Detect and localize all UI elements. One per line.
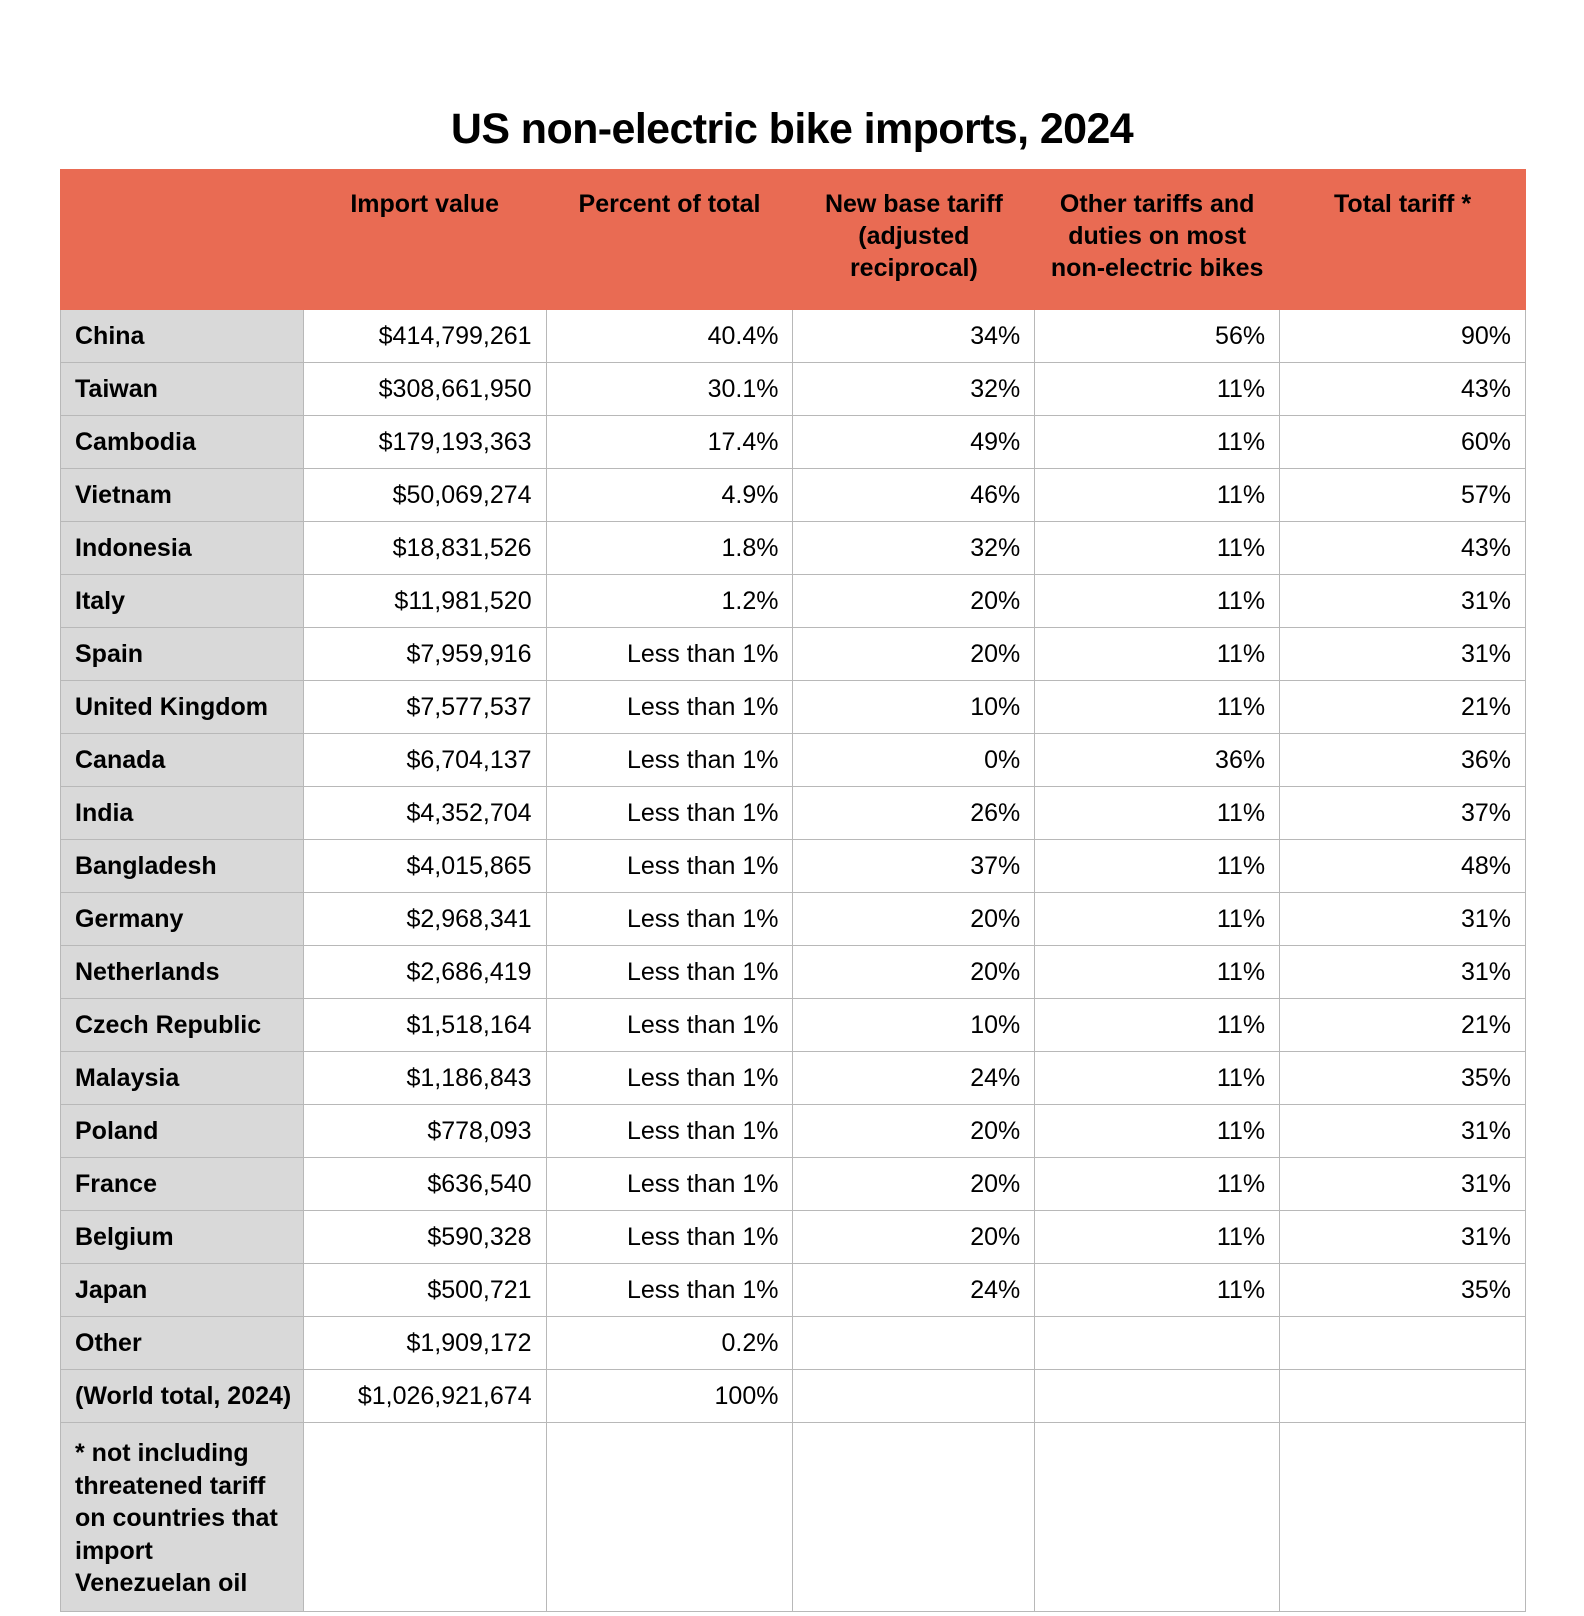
cell-country: Poland — [61, 1105, 304, 1158]
cell-percent-of-total: Less than 1% — [546, 628, 793, 681]
cell-country: Cambodia — [61, 416, 304, 469]
cell-percent-of-total: Less than 1% — [546, 1105, 793, 1158]
cell-total-tariff: 43% — [1280, 363, 1526, 416]
cell-new-base-tariff: 20% — [793, 1105, 1035, 1158]
cell-percent-of-total: Less than 1% — [546, 734, 793, 787]
cell-total-tariff: 31% — [1280, 893, 1526, 946]
column-header-import-value: Import value — [303, 170, 546, 310]
cell-import-value: $414,799,261 — [303, 310, 546, 363]
cell-new-base-tariff: 20% — [793, 946, 1035, 999]
cell-new-base-tariff: 20% — [793, 1211, 1035, 1264]
cell-import-value: $1,909,172 — [303, 1317, 546, 1370]
column-header-other-tariffs: Other tariffs and duties on most non-electric bikes — [1035, 170, 1280, 310]
table-footnote-empty-cell — [1280, 1423, 1526, 1612]
cell-total-tariff: 31% — [1280, 1105, 1526, 1158]
table-footnote-empty-cell — [546, 1423, 793, 1612]
cell-total-tariff: 60% — [1280, 416, 1526, 469]
cell-total-tariff: 57% — [1280, 469, 1526, 522]
cell-other-tariffs: 11% — [1035, 681, 1280, 734]
table-footnote-empty-cell — [303, 1423, 546, 1612]
cell-import-value: $2,686,419 — [303, 946, 546, 999]
cell-percent-of-total: Less than 1% — [546, 681, 793, 734]
cell-percent-of-total: Less than 1% — [546, 840, 793, 893]
table-row — [61, 363, 1526, 416]
cell-other-tariffs: 11% — [1035, 1264, 1280, 1317]
cell-country: Canada — [61, 734, 304, 787]
cell-new-base-tariff: 0% — [793, 734, 1035, 787]
table-header — [61, 170, 1526, 310]
cell-country: Indonesia — [61, 522, 304, 575]
table-row — [61, 734, 1526, 787]
cell-import-value: $2,968,341 — [303, 893, 546, 946]
table-row — [61, 1317, 1526, 1370]
cell-new-base-tariff — [793, 1370, 1035, 1423]
cell-percent-of-total: Less than 1% — [546, 1264, 793, 1317]
cell-other-tariffs: 11% — [1035, 628, 1280, 681]
cell-total-tariff: 21% — [1280, 681, 1526, 734]
table-footnote: * not including threatened tariff on countries that import Venezuelan oil — [61, 1423, 304, 1612]
cell-percent-of-total: Less than 1% — [546, 893, 793, 946]
cell-country: Taiwan — [61, 363, 304, 416]
cell-other-tariffs: 11% — [1035, 893, 1280, 946]
imports-table — [60, 169, 1526, 1612]
cell-import-value: $636,540 — [303, 1158, 546, 1211]
table-row — [61, 999, 1526, 1052]
cell-other-tariffs: 11% — [1035, 946, 1280, 999]
cell-other-tariffs — [1035, 1370, 1280, 1423]
cell-import-value: $1,186,843 — [303, 1052, 546, 1105]
cell-total-tariff: 37% — [1280, 787, 1526, 840]
cell-other-tariffs: 11% — [1035, 1052, 1280, 1105]
cell-other-tariffs: 11% — [1035, 575, 1280, 628]
cell-other-tariffs: 11% — [1035, 1105, 1280, 1158]
cell-percent-of-total: 100% — [546, 1370, 793, 1423]
cell-percent-of-total: 17.4% — [546, 416, 793, 469]
cell-new-base-tariff: 37% — [793, 840, 1035, 893]
cell-country: Italy — [61, 575, 304, 628]
cell-country: Malaysia — [61, 1052, 304, 1105]
cell-percent-of-total: 4.9% — [546, 469, 793, 522]
cell-total-tariff: 43% — [1280, 522, 1526, 575]
table-row — [61, 681, 1526, 734]
cell-country: Belgium — [61, 1211, 304, 1264]
cell-percent-of-total: 30.1% — [546, 363, 793, 416]
cell-country: Bangladesh — [61, 840, 304, 893]
cell-other-tariffs: 11% — [1035, 522, 1280, 575]
cell-other-tariffs: 11% — [1035, 840, 1280, 893]
cell-new-base-tariff: 24% — [793, 1052, 1035, 1105]
table-row — [61, 1370, 1526, 1423]
cell-import-value: $7,959,916 — [303, 628, 546, 681]
cell-import-value: $4,352,704 — [303, 787, 546, 840]
table-header-row — [61, 170, 1526, 310]
cell-percent-of-total: Less than 1% — [546, 999, 793, 1052]
cell-country: (World total, 2024) — [61, 1370, 304, 1423]
cell-import-value: $778,093 — [303, 1105, 546, 1158]
cell-new-base-tariff: 20% — [793, 628, 1035, 681]
cell-import-value: $1,518,164 — [303, 999, 546, 1052]
table-footnote-row — [61, 1423, 1526, 1612]
cell-percent-of-total: 1.8% — [546, 522, 793, 575]
cell-total-tariff: 90% — [1280, 310, 1526, 363]
cell-new-base-tariff: 20% — [793, 575, 1035, 628]
cell-import-value: $6,704,137 — [303, 734, 546, 787]
cell-country: Germany — [61, 893, 304, 946]
cell-total-tariff: 35% — [1280, 1264, 1526, 1317]
cell-total-tariff: 31% — [1280, 575, 1526, 628]
cell-country: United Kingdom — [61, 681, 304, 734]
cell-new-base-tariff: 10% — [793, 999, 1035, 1052]
table-row — [61, 1158, 1526, 1211]
cell-new-base-tariff: 26% — [793, 787, 1035, 840]
cell-new-base-tariff: 46% — [793, 469, 1035, 522]
cell-total-tariff: 31% — [1280, 1158, 1526, 1211]
cell-new-base-tariff: 24% — [793, 1264, 1035, 1317]
cell-import-value: $1,026,921,674 — [303, 1370, 546, 1423]
cell-total-tariff: 31% — [1280, 946, 1526, 999]
cell-other-tariffs: 11% — [1035, 469, 1280, 522]
table-row — [61, 1052, 1526, 1105]
cell-total-tariff — [1280, 1317, 1526, 1370]
cell-country: Japan — [61, 1264, 304, 1317]
cell-import-value: $4,015,865 — [303, 840, 546, 893]
cell-other-tariffs: 56% — [1035, 310, 1280, 363]
table-row — [61, 946, 1526, 999]
cell-import-value: $308,661,950 — [303, 363, 546, 416]
cell-country: Spain — [61, 628, 304, 681]
cell-new-base-tariff: 20% — [793, 893, 1035, 946]
cell-other-tariffs: 11% — [1035, 416, 1280, 469]
cell-import-value: $179,193,363 — [303, 416, 546, 469]
table-footnote-empty-cell — [793, 1423, 1035, 1612]
cell-percent-of-total: 1.2% — [546, 575, 793, 628]
cell-country: Vietnam — [61, 469, 304, 522]
table-row — [61, 416, 1526, 469]
cell-country: India — [61, 787, 304, 840]
cell-country: France — [61, 1158, 304, 1211]
cell-country: Netherlands — [61, 946, 304, 999]
cell-total-tariff: 21% — [1280, 999, 1526, 1052]
cell-new-base-tariff: 32% — [793, 363, 1035, 416]
cell-new-base-tariff: 49% — [793, 416, 1035, 469]
cell-other-tariffs: 11% — [1035, 787, 1280, 840]
table-row — [61, 1105, 1526, 1158]
cell-country: Other — [61, 1317, 304, 1370]
cell-import-value: $11,981,520 — [303, 575, 546, 628]
column-header-total-tariff: Total tariff * — [1280, 170, 1526, 310]
table-row — [61, 469, 1526, 522]
table-row — [61, 840, 1526, 893]
cell-other-tariffs: 11% — [1035, 999, 1280, 1052]
column-header-new-base-tariff: New base tariff (adjusted reciprocal) — [793, 170, 1035, 310]
cell-total-tariff: 36% — [1280, 734, 1526, 787]
table-row — [61, 575, 1526, 628]
cell-percent-of-total: 40.4% — [546, 310, 793, 363]
cell-other-tariffs: 11% — [1035, 363, 1280, 416]
cell-total-tariff — [1280, 1370, 1526, 1423]
cell-import-value: $50,069,274 — [303, 469, 546, 522]
cell-import-value: $7,577,537 — [303, 681, 546, 734]
page-title: US non-electric bike imports, 2024 — [450, 105, 1134, 153]
table-row — [61, 893, 1526, 946]
table-row — [61, 787, 1526, 840]
cell-percent-of-total: Less than 1% — [546, 1052, 793, 1105]
cell-percent-of-total: 0.2% — [546, 1317, 793, 1370]
cell-percent-of-total: Less than 1% — [546, 787, 793, 840]
cell-country: Czech Republic — [61, 999, 304, 1052]
table-footnote-empty-cell — [1035, 1423, 1280, 1612]
table-row — [61, 1264, 1526, 1317]
cell-other-tariffs: 11% — [1035, 1211, 1280, 1264]
cell-percent-of-total: Less than 1% — [546, 1211, 793, 1264]
table-row — [61, 522, 1526, 575]
column-header-percent-of-total: Percent of total — [546, 170, 793, 310]
table-body — [61, 310, 1526, 1612]
cell-other-tariffs — [1035, 1317, 1280, 1370]
cell-total-tariff: 31% — [1280, 1211, 1526, 1264]
cell-other-tariffs: 36% — [1035, 734, 1280, 787]
table-row — [61, 628, 1526, 681]
table-container — [0, 169, 1584, 1612]
cell-other-tariffs: 11% — [1035, 1158, 1280, 1211]
cell-import-value: $590,328 — [303, 1211, 546, 1264]
cell-total-tariff: 31% — [1280, 628, 1526, 681]
cell-import-value: $500,721 — [303, 1264, 546, 1317]
cell-new-base-tariff: 10% — [793, 681, 1035, 734]
table-row — [61, 310, 1526, 363]
cell-country: China — [61, 310, 304, 363]
cell-percent-of-total: Less than 1% — [546, 946, 793, 999]
cell-percent-of-total: Less than 1% — [546, 1158, 793, 1211]
cell-total-tariff: 35% — [1280, 1052, 1526, 1105]
table-row — [61, 1211, 1526, 1264]
cell-new-base-tariff — [793, 1317, 1035, 1370]
cell-total-tariff: 48% — [1280, 840, 1526, 893]
cell-new-base-tariff: 20% — [793, 1158, 1035, 1211]
column-header-country — [61, 170, 304, 310]
cell-import-value: $18,831,526 — [303, 522, 546, 575]
cell-new-base-tariff: 32% — [793, 522, 1035, 575]
cell-new-base-tariff: 34% — [793, 310, 1035, 363]
